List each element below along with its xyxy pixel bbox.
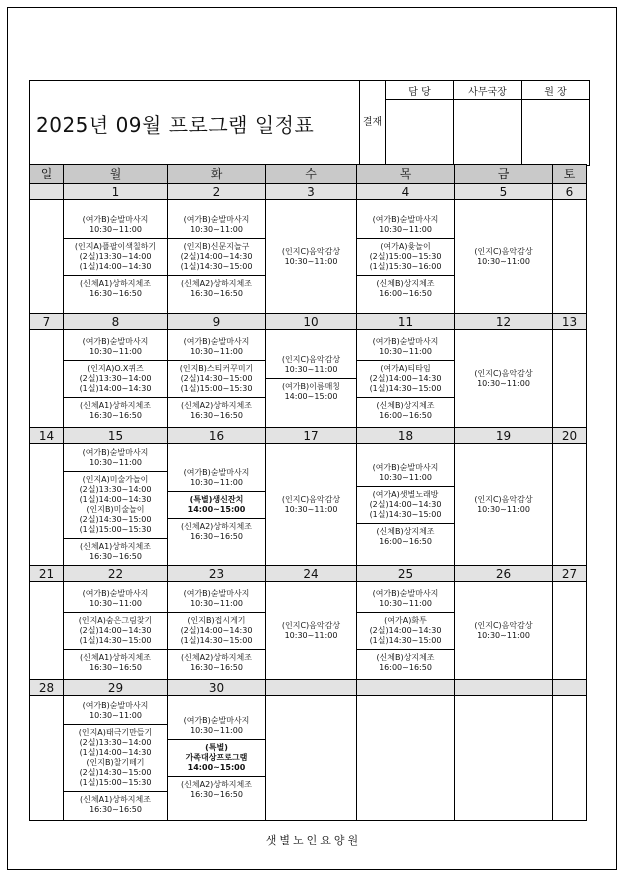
- day-cell-tue: [168, 696, 266, 821]
- program-list: [357, 212, 454, 302]
- program-name: (여가B)이름매칭: [281, 382, 341, 391]
- program-name: (신체A2)상하지체조: [181, 400, 252, 410]
- role-secretary-general: 사무국장: [454, 81, 522, 100]
- program-name: (인지A)O.X퀴즈: [87, 363, 144, 373]
- program-time: 14:00~15:00: [187, 504, 246, 514]
- day-cell-fri: [455, 330, 553, 428]
- program-entry: [266, 379, 356, 406]
- day-cell-mon: [64, 582, 168, 680]
- date-row: [30, 680, 587, 696]
- program-time: (2실)14:30~15:00: [79, 514, 152, 524]
- program-list: [64, 334, 167, 424]
- day-cell-wed: [266, 330, 357, 428]
- weekday-sat: 토: [553, 165, 587, 184]
- program-time: (2실)13:30~14:00: [79, 738, 152, 747]
- date-cell-fri: [455, 680, 553, 696]
- program-list: [357, 586, 454, 676]
- program-time: 10:30~11:00: [89, 711, 142, 720]
- program-entry: [64, 612, 167, 649]
- program-entry: [168, 518, 265, 545]
- program-entry: [357, 523, 454, 550]
- program-entry: [64, 538, 167, 565]
- events-row: [30, 330, 587, 428]
- date-cell-fri: 5: [455, 184, 553, 200]
- program-entry: [357, 360, 454, 397]
- program-name: (신체A2)상하지체조: [181, 780, 252, 789]
- date-cell-mon: 29: [64, 680, 168, 696]
- program-time: (1실)14:00~14:30: [79, 748, 152, 757]
- day-cell-tue: [168, 330, 266, 428]
- program-entry: [64, 397, 167, 424]
- program-time: (1실)14:00~14:30: [79, 261, 152, 271]
- date-cell-mon: 1: [64, 184, 168, 200]
- program-name: (신체A1)상하지체조: [80, 278, 151, 288]
- program-time: 16:30~16:50: [89, 410, 142, 420]
- program-entry: [357, 397, 454, 424]
- program-entry: [64, 698, 167, 725]
- day-cell-mon: [64, 200, 168, 314]
- date-cell-sat: [553, 680, 587, 696]
- program-entry: [266, 352, 356, 379]
- day-cell-sat: [553, 330, 587, 428]
- program-time: 10:30~11:00: [284, 365, 338, 374]
- date-cell-wed: 17: [266, 428, 357, 444]
- program-time: (2실)14:00~14:30: [79, 625, 152, 635]
- program-entry: [266, 492, 356, 518]
- weekday-tue: 화: [168, 165, 266, 184]
- day-cell-thu: [357, 444, 455, 566]
- program-time: 10:30~11:00: [89, 457, 142, 467]
- date-cell-tue: 23: [168, 566, 266, 582]
- date-cell-fri: 26: [455, 566, 553, 582]
- program-time: 14:00~15:00: [187, 763, 246, 772]
- program-entry: [455, 492, 552, 518]
- program-list: [168, 465, 265, 545]
- day-cell-wed: [266, 696, 357, 821]
- program-name: (인지B)스티커꾸미기: [179, 363, 254, 373]
- calendar-table: [29, 164, 587, 821]
- program-time: 16:00~16:50: [379, 410, 432, 420]
- program-name: (인지A)태극기만들기: [78, 728, 153, 737]
- program-list: [455, 492, 552, 518]
- program-list: [266, 352, 356, 405]
- program-name: (여가B)숟발마사지: [82, 701, 149, 710]
- date-cell-tue: 16: [168, 428, 266, 444]
- program-list: [455, 244, 552, 270]
- program-time: (인지B)찰기떼기: [86, 758, 145, 767]
- program-name: (신체B)상지체조: [376, 652, 435, 662]
- program-entry: [168, 275, 265, 302]
- program-time: 10:30~11:00: [284, 504, 338, 514]
- program-entry: [64, 275, 167, 302]
- header-table: [29, 80, 590, 166]
- weekday-thu: 목: [357, 165, 455, 184]
- program-time: 16:30~16:50: [190, 410, 243, 420]
- program-name: (여가B)숟발마사지: [183, 467, 250, 477]
- program-name: (여가A)화투: [384, 615, 427, 625]
- events-row: [30, 444, 587, 566]
- program-time: (2실)13:30~14:00: [79, 373, 152, 383]
- events-row: [30, 696, 587, 821]
- program-name: (여가B)숟발마사지: [372, 588, 439, 598]
- program-time: 16:30~16:50: [89, 551, 142, 561]
- role-staff: 담 당: [386, 81, 454, 100]
- day-cell-wed: [266, 582, 357, 680]
- program-name: (인지C)음악감상: [281, 246, 341, 256]
- program-time: 10:30~11:00: [190, 224, 243, 234]
- program-entry: [168, 740, 265, 777]
- date-row: [30, 314, 587, 330]
- weekday-header-row: [30, 165, 587, 184]
- program-time: (1실)14:30~15:00: [369, 635, 442, 645]
- program-entry: [266, 618, 356, 644]
- program-name: (신체A2)상하지체조: [181, 278, 252, 288]
- day-cell-fri: [455, 696, 553, 821]
- date-cell-sun: 21: [30, 566, 64, 582]
- program-entry: [64, 586, 167, 613]
- program-list: [168, 713, 265, 803]
- program-entry: [64, 360, 167, 397]
- program-time: (2실)14:30~15:00: [79, 768, 152, 777]
- program-entry: [64, 238, 167, 275]
- date-cell-wed: 24: [266, 566, 357, 582]
- program-name: (여가B)숟발마사지: [372, 462, 439, 472]
- program-entry: [64, 445, 167, 472]
- day-cell-wed: [266, 444, 357, 566]
- program-entry: [168, 777, 265, 804]
- program-entry: [168, 360, 265, 397]
- program-name: (인지C)음악감상: [474, 620, 533, 630]
- program-time: (2실)13:30~14:00: [79, 484, 152, 494]
- program-name: (신체A1)상하지체조: [80, 541, 151, 551]
- day-cell-sat: [553, 582, 587, 680]
- day-cell-thu: [357, 696, 455, 821]
- date-cell-thu: 4: [357, 184, 455, 200]
- program-name: (인지C)음악감상: [281, 620, 341, 630]
- program-name: (여가A)티타임: [380, 363, 431, 373]
- program-entry: [168, 334, 265, 361]
- program-list: [64, 445, 167, 565]
- date-cell-sun: 14: [30, 428, 64, 444]
- facility-name: 샛별노인요양원: [265, 834, 362, 847]
- signature-box-director: [522, 100, 590, 166]
- program-time: (2실)14:00~14:30: [369, 499, 442, 509]
- day-cell-sat: [553, 200, 587, 314]
- program-name: (여가B)숟발마사지: [372, 336, 439, 346]
- program-time: 16:30~16:50: [89, 288, 142, 298]
- program-time: (1실)15:30~16:00: [369, 261, 442, 271]
- program-name: (인지A)미술가놀이: [82, 474, 149, 484]
- program-entry: [266, 244, 356, 270]
- signature-box-secretary-general: [454, 100, 522, 166]
- day-cell-mon: [64, 696, 168, 821]
- program-time: 16:00~16:50: [379, 288, 432, 298]
- program-name: (신체B)상지체조: [376, 278, 435, 288]
- program-name: (신체A2)상하지체조: [181, 521, 252, 531]
- program-time: 가족대상프로그램: [185, 753, 248, 762]
- program-name: (여가B)숟발마사지: [183, 588, 250, 598]
- program-time: (1실)15:00~15:30: [79, 778, 152, 787]
- date-cell-wed: [266, 680, 357, 696]
- program-name: (신체B)상지체조: [376, 400, 435, 410]
- program-time: 14:00~15:00: [284, 392, 338, 401]
- date-row: [30, 184, 587, 200]
- date-cell-tue: 2: [168, 184, 266, 200]
- day-cell-sun: [30, 444, 64, 566]
- program-name: (인지A)숨은그림찾기: [78, 615, 153, 625]
- program-entry: [168, 713, 265, 740]
- program-list: [266, 244, 356, 270]
- program-name: (여가B)숟발마사지: [82, 588, 149, 598]
- program-list: [64, 698, 167, 818]
- program-name: (여가B)숟발마사지: [183, 336, 250, 346]
- program-entry: [168, 397, 265, 424]
- program-entry: [168, 649, 265, 676]
- program-time: 10:30~11:00: [89, 346, 142, 356]
- program-time: 10:30~11:00: [477, 256, 530, 266]
- weekday-mon: 월: [64, 165, 168, 184]
- program-time: (2실)14:00~14:30: [369, 625, 442, 635]
- program-list: [455, 618, 552, 644]
- signature-box-staff: [386, 100, 454, 166]
- program-time: 10:30~11:00: [379, 224, 432, 234]
- program-name: (신체A1)상하지체조: [80, 795, 151, 804]
- date-cell-mon: 22: [64, 566, 168, 582]
- program-name: (인지C)음악감상: [281, 355, 341, 364]
- weekday-wed: 수: [266, 165, 357, 184]
- day-cell-mon: [64, 444, 168, 566]
- date-cell-sat: 27: [553, 566, 587, 582]
- program-name: (신체A1)상하지체조: [80, 400, 151, 410]
- program-time: (1실)15:00~15:30: [180, 383, 253, 393]
- program-time: 10:30~11:00: [284, 256, 338, 266]
- day-cell-wed: [266, 200, 357, 314]
- program-entry: [357, 486, 454, 523]
- program-time: (인지B)미술놀이: [86, 504, 145, 514]
- program-name: (여가B)숟발마사지: [183, 214, 250, 224]
- program-time: 10:30~11:00: [284, 630, 338, 640]
- program-entry: [357, 238, 454, 275]
- program-entry: [168, 491, 265, 518]
- program-entry: [64, 334, 167, 361]
- date-cell-sat: 20: [553, 428, 587, 444]
- program-list: [168, 212, 265, 302]
- program-name: (여가B)숟발마사지: [82, 447, 149, 457]
- day-cell-sun: [30, 582, 64, 680]
- program-entry: [357, 612, 454, 649]
- day-cell-thu: [357, 330, 455, 428]
- program-name: (인지C)음악감상: [281, 494, 341, 504]
- program-name: (신체A2)상하지체조: [181, 652, 252, 662]
- program-entry: [64, 649, 167, 676]
- weekday-sun: 일: [30, 165, 64, 184]
- program-time: 16:30~16:50: [89, 662, 142, 672]
- program-list: [64, 212, 167, 302]
- events-row: [30, 200, 587, 314]
- program-entry: [357, 649, 454, 676]
- weekday-fri: 금: [455, 165, 553, 184]
- program-entry: [168, 612, 265, 649]
- program-time: 10:30~11:00: [190, 477, 243, 487]
- date-cell-thu: 11: [357, 314, 455, 330]
- program-name: (인지B)접시게기: [187, 615, 246, 625]
- date-row: [30, 428, 587, 444]
- day-cell-fri: [455, 444, 553, 566]
- day-cell-sat: [553, 444, 587, 566]
- program-time: 16:30~16:50: [190, 790, 243, 799]
- program-list: [266, 618, 356, 644]
- program-list: [266, 492, 356, 518]
- approval-label: 결재: [360, 81, 386, 166]
- day-cell-tue: [168, 444, 266, 566]
- program-entry: [168, 465, 265, 492]
- day-cell-tue: [168, 582, 266, 680]
- program-name: (여가A)윷놀이: [380, 241, 431, 251]
- program-entry: [357, 212, 454, 239]
- day-cell-fri: [455, 582, 553, 680]
- date-row: [30, 566, 587, 582]
- events-row: [30, 582, 587, 680]
- program-time: (1실)14:30~15:00: [369, 383, 442, 393]
- program-entry: [455, 618, 552, 644]
- day-cell-thu: [357, 582, 455, 680]
- program-time: 10:30~11:00: [190, 346, 243, 356]
- program-entry: [357, 334, 454, 361]
- date-cell-wed: 3: [266, 184, 357, 200]
- date-cell-fri: 12: [455, 314, 553, 330]
- date-cell-mon: 15: [64, 428, 168, 444]
- program-time: (1실)14:30~15:00: [180, 261, 253, 271]
- program-entry: [357, 460, 454, 487]
- date-cell-sun: 28: [30, 680, 64, 696]
- program-time: 10:30~11:00: [477, 378, 530, 388]
- day-cell-sun: [30, 696, 64, 821]
- program-time: (1실)14:00~14:30: [79, 383, 152, 393]
- program-time: 10:30~11:00: [379, 346, 432, 356]
- program-name: (여가B)숟발마사지: [82, 336, 149, 346]
- program-time: (1실)14:30~15:00: [180, 635, 253, 645]
- program-time: 10:30~11:00: [89, 224, 142, 234]
- date-cell-sat: 13: [553, 314, 587, 330]
- date-cell-mon: 8: [64, 314, 168, 330]
- program-list: [455, 366, 552, 392]
- program-entry: [168, 238, 265, 275]
- program-time: 10:30~11:00: [190, 726, 243, 735]
- role-director: 원 장: [522, 81, 590, 100]
- program-time: 16:30~16:50: [190, 288, 243, 298]
- program-time: 16:00~16:50: [379, 662, 432, 672]
- program-list: [357, 460, 454, 550]
- program-entry: [455, 366, 552, 392]
- program-time: (1실)14:00~14:30: [79, 494, 152, 504]
- program-time: (2실)13:30~14:00: [79, 251, 152, 261]
- program-entry: [357, 275, 454, 302]
- program-time: (2실)14:00~14:30: [369, 373, 442, 383]
- program-name: (인지C)음악감상: [474, 494, 533, 504]
- day-cell-sun: [30, 330, 64, 428]
- day-cell-thu: [357, 200, 455, 314]
- program-entry: [64, 725, 167, 792]
- day-cell-tue: [168, 200, 266, 314]
- program-time: (1실)15:00~15:30: [79, 524, 152, 534]
- program-time: 10:30~11:00: [477, 504, 530, 514]
- program-entry: [357, 586, 454, 613]
- program-time: 16:00~16:50: [379, 536, 432, 546]
- program-name: (특별)생신잔치: [189, 494, 244, 504]
- program-name: (여가B)숟발마사지: [372, 214, 439, 224]
- program-list: [168, 586, 265, 676]
- program-name: (인지B)신문지놀구: [183, 241, 250, 251]
- program-name: (여가B)숟발마사지: [183, 716, 250, 725]
- day-cell-fri: [455, 200, 553, 314]
- program-name: (여가B)숟발마사지: [82, 214, 149, 224]
- program-entry: [64, 471, 167, 538]
- date-cell-tue: 9: [168, 314, 266, 330]
- program-time: 16:30~16:50: [190, 662, 243, 672]
- program-time: 10:30~11:00: [379, 598, 432, 608]
- program-name: (인지C)음악감상: [474, 246, 533, 256]
- program-list: [357, 334, 454, 424]
- day-cell-sat: [553, 696, 587, 821]
- date-cell-thu: [357, 680, 455, 696]
- program-name: (인지A)플팔이색칠하기: [74, 241, 157, 251]
- program-time: (2실)14:30~15:00: [180, 373, 253, 383]
- program-time: 10:30~11:00: [190, 598, 243, 608]
- program-name: (여가A)샛별노래방: [372, 489, 439, 499]
- program-entry: [168, 212, 265, 239]
- date-cell-thu: 25: [357, 566, 455, 582]
- program-time: (1실)14:30~15:00: [369, 509, 442, 519]
- program-time: 10:30~11:00: [477, 630, 530, 640]
- date-cell-wed: 10: [266, 314, 357, 330]
- program-time: (2실)14:00~14:30: [180, 625, 253, 635]
- program-entry: [64, 212, 167, 239]
- program-list: [64, 586, 167, 676]
- program-name: (인지C)음악감상: [474, 368, 533, 378]
- date-cell-sun: 7: [30, 314, 64, 330]
- program-list: [168, 334, 265, 424]
- program-name: (신체B)상지체조: [376, 526, 435, 536]
- program-time: (2실)15:00~15:30: [369, 251, 442, 261]
- program-entry: [455, 244, 552, 270]
- program-time: 16:30~16:50: [190, 531, 243, 541]
- program-name: (신체A1)상하지체조: [80, 652, 151, 662]
- date-cell-sun: [30, 184, 64, 200]
- program-entry: [64, 792, 167, 819]
- day-cell-mon: [64, 330, 168, 428]
- program-time: 10:30~11:00: [89, 598, 142, 608]
- date-cell-fri: 19: [455, 428, 553, 444]
- day-cell-sun: [30, 200, 64, 314]
- program-time: 16:30~16:50: [89, 805, 142, 814]
- program-entry: [168, 586, 265, 613]
- date-cell-sat: 6: [553, 184, 587, 200]
- program-name: (특별): [205, 743, 228, 752]
- program-time: (1실)14:30~15:00: [79, 635, 152, 645]
- program-time: 10:30~11:00: [379, 472, 432, 482]
- date-cell-thu: 18: [357, 428, 455, 444]
- page-title: 2025년 09월 프로그램 일정표: [30, 81, 360, 166]
- date-cell-tue: 30: [168, 680, 266, 696]
- program-time: (2실)14:00~14:30: [180, 251, 253, 261]
